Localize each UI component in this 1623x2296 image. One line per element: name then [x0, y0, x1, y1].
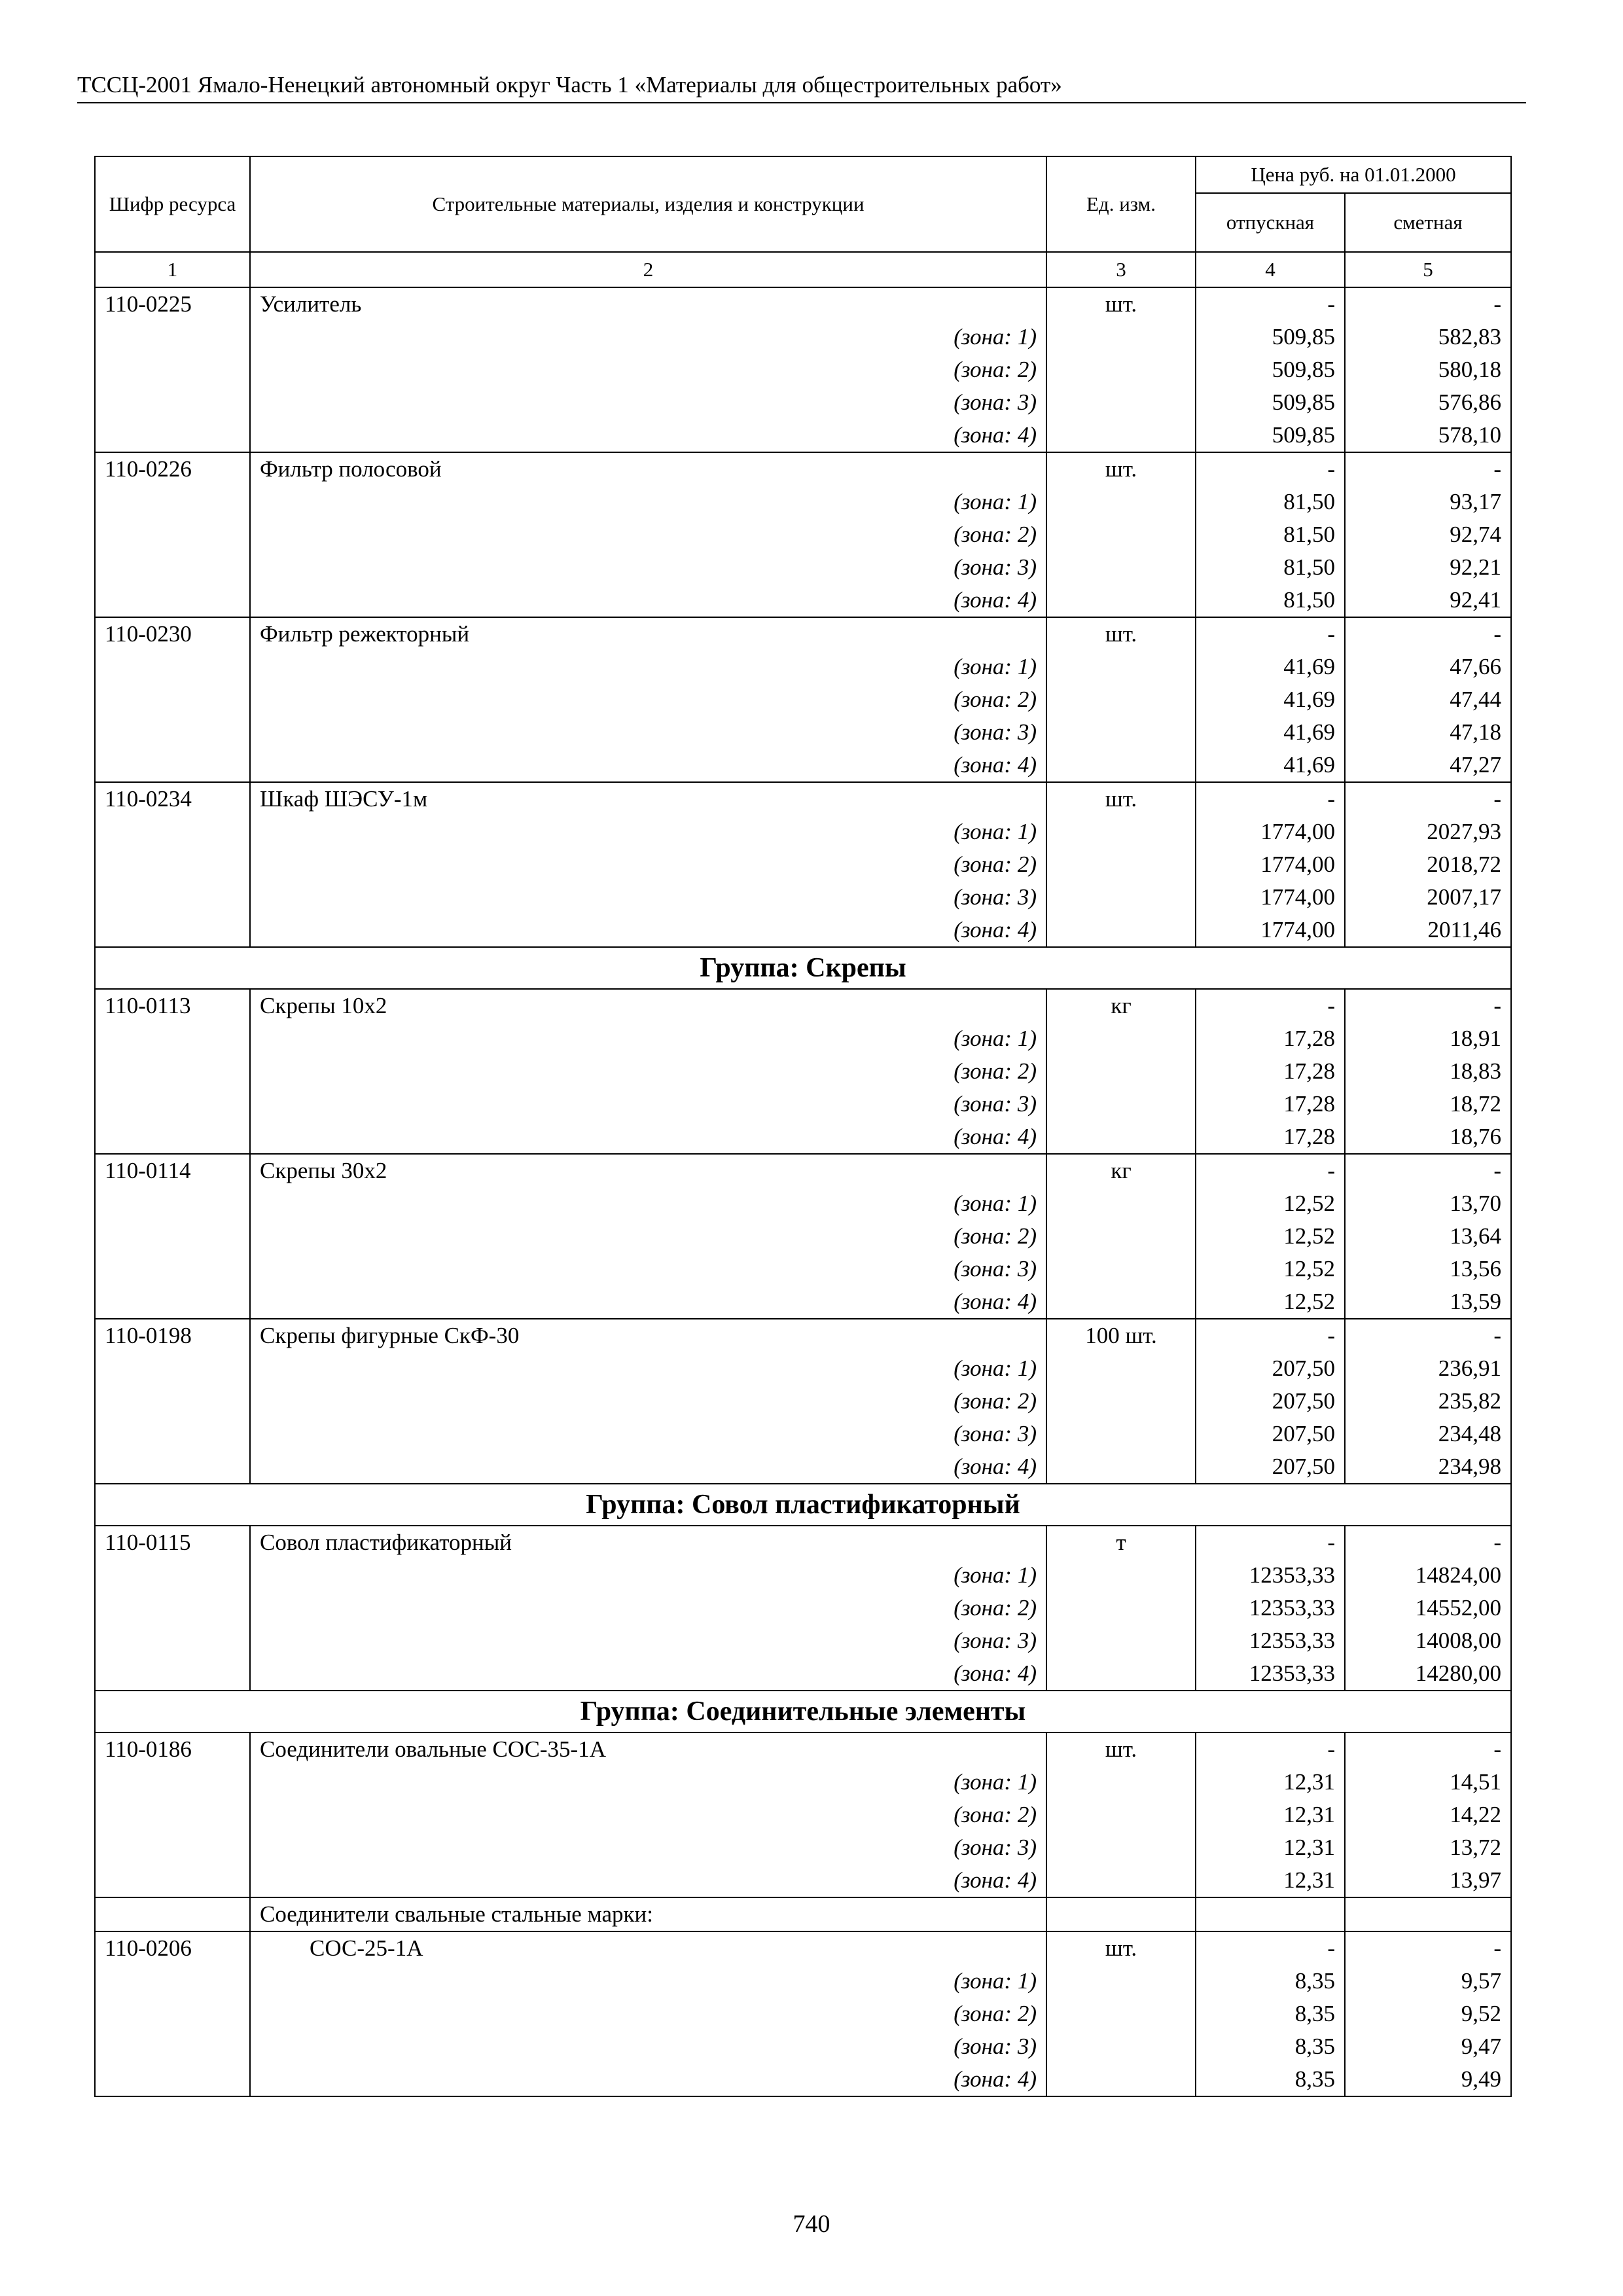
unit-cell: т — [1046, 1526, 1196, 1691]
document-header: ТССЦ-2001 Ямало-Ненецкий автономный округ Часть 1 «Материалы для общестроительных работ» — [77, 68, 1526, 103]
zone-label: (зона: 2) — [954, 1058, 1037, 1084]
zone-label: (зона: 4) — [954, 587, 1037, 613]
zone-label: (зона: 2) — [954, 1802, 1037, 1827]
estimate-price-cell — [1345, 452, 1511, 617]
estimate-price-cell — [1345, 989, 1511, 1154]
release-price: - — [1327, 1158, 1335, 1183]
release-price: - — [1327, 1935, 1335, 1961]
zone-estimate-price: 2007,17 — [1427, 884, 1501, 910]
column-header-unit: Ед. изм. — [1046, 156, 1196, 252]
zone-label: (зона: 3) — [954, 2034, 1037, 2059]
unit-cell — [1046, 1897, 1196, 1931]
column-number: 2 — [250, 252, 1046, 287]
resource-code: 110-0115 — [95, 1526, 250, 1691]
zone-label: (зона: 4) — [954, 422, 1037, 448]
table-row — [95, 1154, 1511, 1319]
zone-label: (зона: 4) — [954, 2066, 1037, 2092]
release-price: - — [1327, 291, 1335, 317]
zone-estimate-price: 14280,00 — [1415, 1660, 1501, 1686]
table-row — [95, 617, 1511, 782]
release-price-cell — [1196, 617, 1345, 782]
group-row — [95, 1484, 1511, 1526]
column-header-code: Шифр ресурса — [95, 156, 250, 252]
table-row — [95, 1732, 1511, 1897]
unit-cell: шт. — [1046, 452, 1196, 617]
zone-release-price: 509,85 — [1272, 324, 1335, 350]
zone-estimate-price: 18,72 — [1450, 1091, 1501, 1117]
zone-release-price: 12,52 — [1283, 1256, 1335, 1282]
zone-label: (зона: 2) — [954, 1595, 1037, 1621]
zone-label: (зона: 3) — [954, 1256, 1037, 1282]
zone-estimate-price: 18,83 — [1450, 1058, 1501, 1084]
material-name: Фильтр полосовой — [260, 456, 442, 482]
zone-estimate-price: 2011,46 — [1427, 917, 1501, 942]
zone-estimate-price: 47,18 — [1450, 719, 1501, 745]
zone-release-price: 509,85 — [1272, 422, 1335, 448]
estimate-price-cell — [1345, 617, 1511, 782]
material-cell — [250, 617, 1046, 782]
price-table — [94, 156, 1512, 2097]
zone-label: (зона: 1) — [954, 1968, 1037, 1994]
resource-code: 110-0114 — [95, 1154, 250, 1319]
material-cell — [250, 989, 1046, 1154]
zone-estimate-price: 13,70 — [1450, 1191, 1501, 1216]
material-name: Совол пластификаторный — [260, 1530, 512, 1555]
group-row — [95, 947, 1511, 989]
zone-label: (зона: 2) — [954, 357, 1037, 382]
zone-release-price: 207,50 — [1272, 1421, 1335, 1446]
table-row — [95, 989, 1511, 1154]
material-cell — [250, 1319, 1046, 1484]
zone-estimate-price: 47,27 — [1450, 752, 1501, 778]
zone-release-price: 1774,00 — [1260, 917, 1335, 942]
zone-label: (зона: 1) — [954, 1191, 1037, 1216]
zone-label: (зона: 2) — [954, 2001, 1037, 2026]
resource-code: 110-0225 — [95, 287, 250, 452]
zone-estimate-price: 576,86 — [1438, 389, 1501, 415]
zone-release-price: 12,52 — [1283, 1223, 1335, 1249]
zone-estimate-price: 580,18 — [1438, 357, 1501, 382]
zone-label: (зона: 2) — [954, 687, 1037, 712]
estimate-price: - — [1493, 1530, 1501, 1555]
estimate-price-cell — [1345, 1526, 1511, 1691]
zone-estimate-price: 582,83 — [1438, 324, 1501, 350]
zone-estimate-price: 9,47 — [1461, 2034, 1501, 2059]
unit-cell: шт. — [1046, 617, 1196, 782]
group-title: Группа: Скрепы — [95, 947, 1511, 989]
zone-release-price: 207,50 — [1272, 1355, 1335, 1381]
material-name: Фильтр режекторный — [260, 621, 470, 647]
zone-release-price: 12,52 — [1283, 1191, 1335, 1216]
zone-estimate-price: 578,10 — [1438, 422, 1501, 448]
release-price-cell — [1196, 1319, 1345, 1484]
zone-label: (зона: 1) — [954, 1769, 1037, 1795]
zone-estimate-price: 13,56 — [1450, 1256, 1501, 1282]
zone-release-price: 8,35 — [1294, 2066, 1335, 2092]
estimate-price-cell — [1345, 1931, 1511, 2096]
group-title: Группа: Соединительные элементы — [95, 1691, 1511, 1732]
zone-estimate-price: 14,22 — [1450, 1802, 1501, 1827]
zone-estimate-price: 235,82 — [1438, 1388, 1501, 1414]
release-price-cell — [1196, 989, 1345, 1154]
material-cell — [250, 1154, 1046, 1319]
material-name: Усилитель — [260, 291, 362, 317]
zone-estimate-price: 14552,00 — [1415, 1595, 1501, 1621]
zone-release-price: 12,31 — [1283, 1867, 1335, 1893]
zone-release-price: 509,85 — [1272, 389, 1335, 415]
resource-code — [95, 1897, 250, 1931]
release-price-cell — [1196, 1526, 1345, 1691]
release-price: - — [1327, 456, 1335, 482]
zone-release-price: 81,50 — [1283, 587, 1335, 613]
zone-label: (зона: 1) — [954, 819, 1037, 844]
zone-release-price: 17,28 — [1283, 1026, 1335, 1051]
column-header-name: Строительные материалы, изделия и конструкции — [250, 156, 1046, 252]
zone-estimate-price: 92,41 — [1450, 587, 1501, 613]
release-price: - — [1327, 1323, 1335, 1348]
material-name: Скрепы 30х2 — [260, 1158, 387, 1183]
zone-estimate-price: 92,21 — [1450, 554, 1501, 580]
zone-label: (зона: 3) — [954, 719, 1037, 745]
zone-label: (зона: 4) — [954, 1660, 1037, 1686]
column-number: 4 — [1196, 252, 1345, 287]
zone-release-price: 1774,00 — [1260, 884, 1335, 910]
material-name: Соединители овальные СОС-35-1А — [260, 1736, 606, 1762]
zone-estimate-price: 234,98 — [1438, 1454, 1501, 1479]
column-number: 3 — [1046, 252, 1196, 287]
zone-label: (зона: 1) — [954, 324, 1037, 350]
unit-cell: кг — [1046, 1154, 1196, 1319]
zone-release-price: 12,31 — [1283, 1835, 1335, 1860]
zone-release-price: 207,50 — [1272, 1388, 1335, 1414]
material-cell — [250, 1526, 1046, 1691]
zone-estimate-price: 13,97 — [1450, 1867, 1501, 1893]
release-price-cell — [1196, 1732, 1345, 1897]
zone-estimate-price: 14824,00 — [1415, 1562, 1501, 1588]
estimate-price-cell — [1345, 782, 1511, 947]
estimate-price-cell — [1345, 287, 1511, 452]
zone-release-price: 17,28 — [1283, 1124, 1335, 1149]
zone-release-price: 17,28 — [1283, 1091, 1335, 1117]
zone-release-price: 1774,00 — [1260, 819, 1335, 844]
zone-release-price: 8,35 — [1294, 2034, 1335, 2059]
column-header-release: отпускная — [1196, 193, 1345, 252]
zone-label: (зона: 1) — [954, 489, 1037, 514]
estimate-price-cell — [1345, 1154, 1511, 1319]
zone-label: (зона: 2) — [954, 1223, 1037, 1249]
unit-cell: шт. — [1046, 287, 1196, 452]
estimate-price-cell — [1345, 1319, 1511, 1484]
estimate-price: - — [1493, 1935, 1501, 1961]
unit-cell: кг — [1046, 989, 1196, 1154]
unit-cell: шт. — [1046, 1732, 1196, 1897]
release-price-cell — [1196, 452, 1345, 617]
zone-label: (зона: 4) — [954, 1454, 1037, 1479]
zone-label: (зона: 3) — [954, 554, 1037, 580]
resource-code: 110-0234 — [95, 782, 250, 947]
estimate-price: - — [1493, 291, 1501, 317]
table-row — [95, 782, 1511, 947]
zone-estimate-price: 9,52 — [1461, 2001, 1501, 2026]
resource-code: 110-0113 — [95, 989, 250, 1154]
zone-label: (зона: 3) — [954, 1421, 1037, 1446]
material-cell — [250, 287, 1046, 452]
subheading-row — [95, 1897, 1511, 1931]
zone-release-price: 81,50 — [1283, 554, 1335, 580]
zone-estimate-price: 47,66 — [1450, 654, 1501, 679]
zone-estimate-price: 13,72 — [1450, 1835, 1501, 1860]
table-row — [95, 287, 1511, 452]
release-price: - — [1327, 1736, 1335, 1762]
estimate-price: - — [1493, 621, 1501, 647]
resource-code: 110-0230 — [95, 617, 250, 782]
zone-label: (зона: 1) — [954, 654, 1037, 679]
table-row — [95, 1931, 1511, 2096]
zone-estimate-price: 9,57 — [1461, 1968, 1501, 1994]
zone-release-price: 509,85 — [1272, 357, 1335, 382]
zone-label: (зона: 2) — [954, 522, 1037, 547]
estimate-price: - — [1493, 1158, 1501, 1183]
zone-label: (зона: 1) — [954, 1026, 1037, 1051]
release-price-cell — [1196, 782, 1345, 947]
zone-label: (зона: 3) — [954, 1628, 1037, 1653]
zone-estimate-price: 13,59 — [1450, 1289, 1501, 1314]
zone-release-price: 1774,00 — [1260, 852, 1335, 877]
resource-code: 110-0206 — [95, 1931, 250, 2096]
estimate-price: - — [1493, 456, 1501, 482]
unit-cell: шт. — [1046, 782, 1196, 947]
table-row — [95, 452, 1511, 617]
estimate-price: - — [1493, 1736, 1501, 1762]
zone-estimate-price: 234,48 — [1438, 1421, 1501, 1446]
material-cell — [250, 452, 1046, 617]
estimate-price-cell — [1345, 1732, 1511, 1897]
table-row — [95, 1526, 1511, 1691]
zone-label: (зона: 4) — [954, 1289, 1037, 1314]
zone-release-price: 12,31 — [1283, 1802, 1335, 1827]
zone-estimate-price: 47,44 — [1450, 687, 1501, 712]
column-header-estimate: сметная — [1345, 193, 1511, 252]
unit-cell: шт. — [1046, 1931, 1196, 2096]
material-cell — [250, 782, 1046, 947]
release-price: - — [1327, 786, 1335, 812]
zone-label: (зона: 3) — [954, 884, 1037, 910]
zone-label: (зона: 3) — [954, 1091, 1037, 1117]
zone-estimate-price: 14,51 — [1450, 1769, 1501, 1795]
zone-label: (зона: 3) — [954, 389, 1037, 415]
estimate-price: - — [1493, 786, 1501, 812]
zone-release-price: 12,52 — [1283, 1289, 1335, 1314]
estimate-price: - — [1493, 1323, 1501, 1348]
zone-release-price: 8,35 — [1294, 1968, 1335, 1994]
column-number: 1 — [95, 252, 250, 287]
table-row — [95, 1319, 1511, 1484]
table-header — [95, 156, 1511, 287]
zone-label: (зона: 3) — [954, 1835, 1037, 1860]
zone-label: (зона: 2) — [954, 852, 1037, 877]
column-header-price-group: Цена руб. на 01.01.2000 — [1196, 156, 1511, 193]
release-price: - — [1327, 621, 1335, 647]
subheading-label: Соединители свальные стальные марки: — [250, 1897, 1046, 1931]
release-price-cell — [1196, 287, 1345, 452]
zone-release-price: 41,69 — [1283, 752, 1335, 778]
zone-estimate-price: 236,91 — [1438, 1355, 1501, 1381]
zone-release-price: 12353,33 — [1249, 1628, 1335, 1653]
zone-release-price: 41,69 — [1283, 654, 1335, 679]
zone-estimate-price: 93,17 — [1450, 489, 1501, 514]
unit-cell: 100 шт. — [1046, 1319, 1196, 1484]
resource-code: 110-0226 — [95, 452, 250, 617]
release-price — [1196, 1897, 1345, 1931]
release-price-cell — [1196, 1154, 1345, 1319]
zone-release-price: 8,35 — [1294, 2001, 1335, 2026]
estimate-price — [1345, 1897, 1511, 1931]
zone-label: (зона: 4) — [954, 752, 1037, 778]
zone-estimate-price: 14008,00 — [1415, 1628, 1501, 1653]
zone-label: (зона: 4) — [954, 917, 1037, 942]
zone-estimate-price: 2018,72 — [1427, 852, 1501, 877]
zone-release-price: 12,31 — [1283, 1769, 1335, 1795]
material-cell — [250, 1931, 1046, 2096]
zone-label: (зона: 2) — [954, 1388, 1037, 1414]
zone-estimate-price: 13,64 — [1450, 1223, 1501, 1249]
release-price: - — [1327, 1530, 1335, 1555]
zone-estimate-price: 18,76 — [1450, 1124, 1501, 1149]
material-name: СОС-25-1А — [310, 1935, 423, 1961]
zone-release-price: 12353,33 — [1249, 1562, 1335, 1588]
zone-estimate-price: 18,91 — [1450, 1026, 1501, 1051]
zone-estimate-price: 2027,93 — [1427, 819, 1501, 844]
group-title: Группа: Совол пластификаторный — [95, 1484, 1511, 1526]
page-number: 740 — [793, 2210, 830, 2238]
zone-release-price: 41,69 — [1283, 687, 1335, 712]
zone-label: (зона: 1) — [954, 1562, 1037, 1588]
zone-release-price: 12353,33 — [1249, 1595, 1335, 1621]
zone-label: (зона: 1) — [954, 1355, 1037, 1381]
material-name: Скрепы фигурные СкФ-30 — [260, 1323, 520, 1348]
zone-label: (зона: 4) — [954, 1124, 1037, 1149]
resource-code: 110-0198 — [95, 1319, 250, 1484]
release-price-cell — [1196, 1931, 1345, 2096]
zone-release-price: 41,69 — [1283, 719, 1335, 745]
group-row — [95, 1691, 1511, 1732]
material-name: Шкаф ШЭСУ-1м — [260, 786, 428, 812]
zone-label: (зона: 4) — [954, 1867, 1037, 1893]
zone-release-price: 12353,33 — [1249, 1660, 1335, 1686]
zone-estimate-price: 9,49 — [1461, 2066, 1501, 2092]
resource-code: 110-0186 — [95, 1732, 250, 1897]
column-number: 5 — [1345, 252, 1511, 287]
zone-release-price: 207,50 — [1272, 1454, 1335, 1479]
material-cell — [250, 1732, 1046, 1897]
zone-estimate-price: 92,74 — [1450, 522, 1501, 547]
zone-release-price: 17,28 — [1283, 1058, 1335, 1084]
material-name: Скрепы 10х2 — [260, 993, 387, 1018]
release-price: - — [1327, 993, 1335, 1018]
zone-release-price: 81,50 — [1283, 489, 1335, 514]
zone-release-price: 81,50 — [1283, 522, 1335, 547]
estimate-price: - — [1493, 993, 1501, 1018]
table-body — [95, 287, 1511, 2096]
